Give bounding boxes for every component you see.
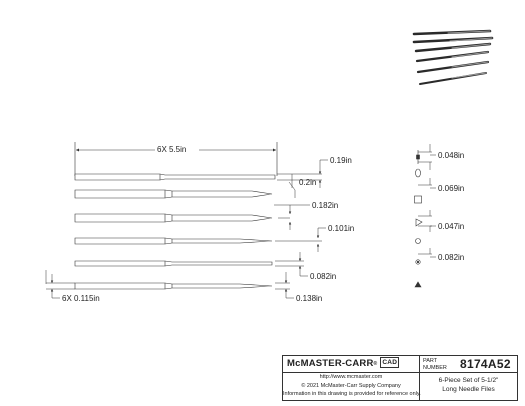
part-number-cell [420, 356, 517, 373]
dim-0115-label: 6X 0.115in [62, 294, 100, 303]
copyright-text: © 2021 McMaster-Carr Supply Company [301, 382, 401, 389]
end-view-flat [417, 150, 433, 164]
file-5-side-view [75, 261, 272, 266]
part-description [420, 373, 517, 400]
side-dimension-leaders [46, 160, 328, 298]
website-link[interactable]: http://www.mcmaster.com [319, 374, 383, 380]
end-view-triangle [416, 216, 432, 226]
end-view-round [416, 239, 421, 244]
title-block [282, 355, 518, 401]
disclaimer-text: Information in this drawing is provided for reference only. [283, 391, 421, 397]
end-view-round-small [416, 254, 432, 264]
dim-0182-label: 0.182in [312, 201, 339, 210]
description-line-1: 6-Piece Set of 5-1/2" [438, 377, 499, 384]
dim-02-label: 0.2in [299, 178, 317, 187]
file-1-side-view [75, 174, 275, 180]
end-view-barrette [415, 282, 421, 287]
dim-0138-label: 0.138in [296, 294, 323, 303]
file-side-views [75, 174, 275, 289]
company-info [283, 373, 420, 400]
dim-0048-label: 0.048in [438, 151, 465, 160]
file-2-side-view [75, 190, 272, 198]
end-views [415, 150, 433, 287]
description-line-2: Long Needle Files [442, 386, 495, 393]
file-6-side-view [75, 283, 272, 289]
product-thumbnail [414, 31, 492, 84]
dim-0082-end-label: 0.082in [438, 253, 465, 262]
part-number: 8174A52 [460, 357, 511, 371]
dim-0082-side-label: 0.082in [310, 272, 337, 281]
part-number-label: PART NUMBER [423, 358, 447, 371]
dim-0101-label: 0.101in [328, 224, 355, 233]
mcmaster-logo [283, 356, 420, 373]
logo-registered-mark: ® [373, 361, 378, 367]
end-view-square [415, 196, 422, 203]
logo-text: McMASTER-CARR [287, 358, 374, 369]
file-4-side-view [75, 238, 272, 244]
end-dimension-leaders [430, 144, 436, 257]
end-view-half-round [416, 169, 433, 185]
dim-0069-label: 0.069in [438, 184, 465, 193]
cad-tag: CAD [382, 359, 398, 366]
dim-019-label: 0.19in [330, 156, 352, 165]
overall-length-label: 6X 5.5in [157, 145, 187, 154]
dim-0047-label: 0.047in [438, 222, 465, 231]
file-3-side-view [75, 214, 272, 222]
